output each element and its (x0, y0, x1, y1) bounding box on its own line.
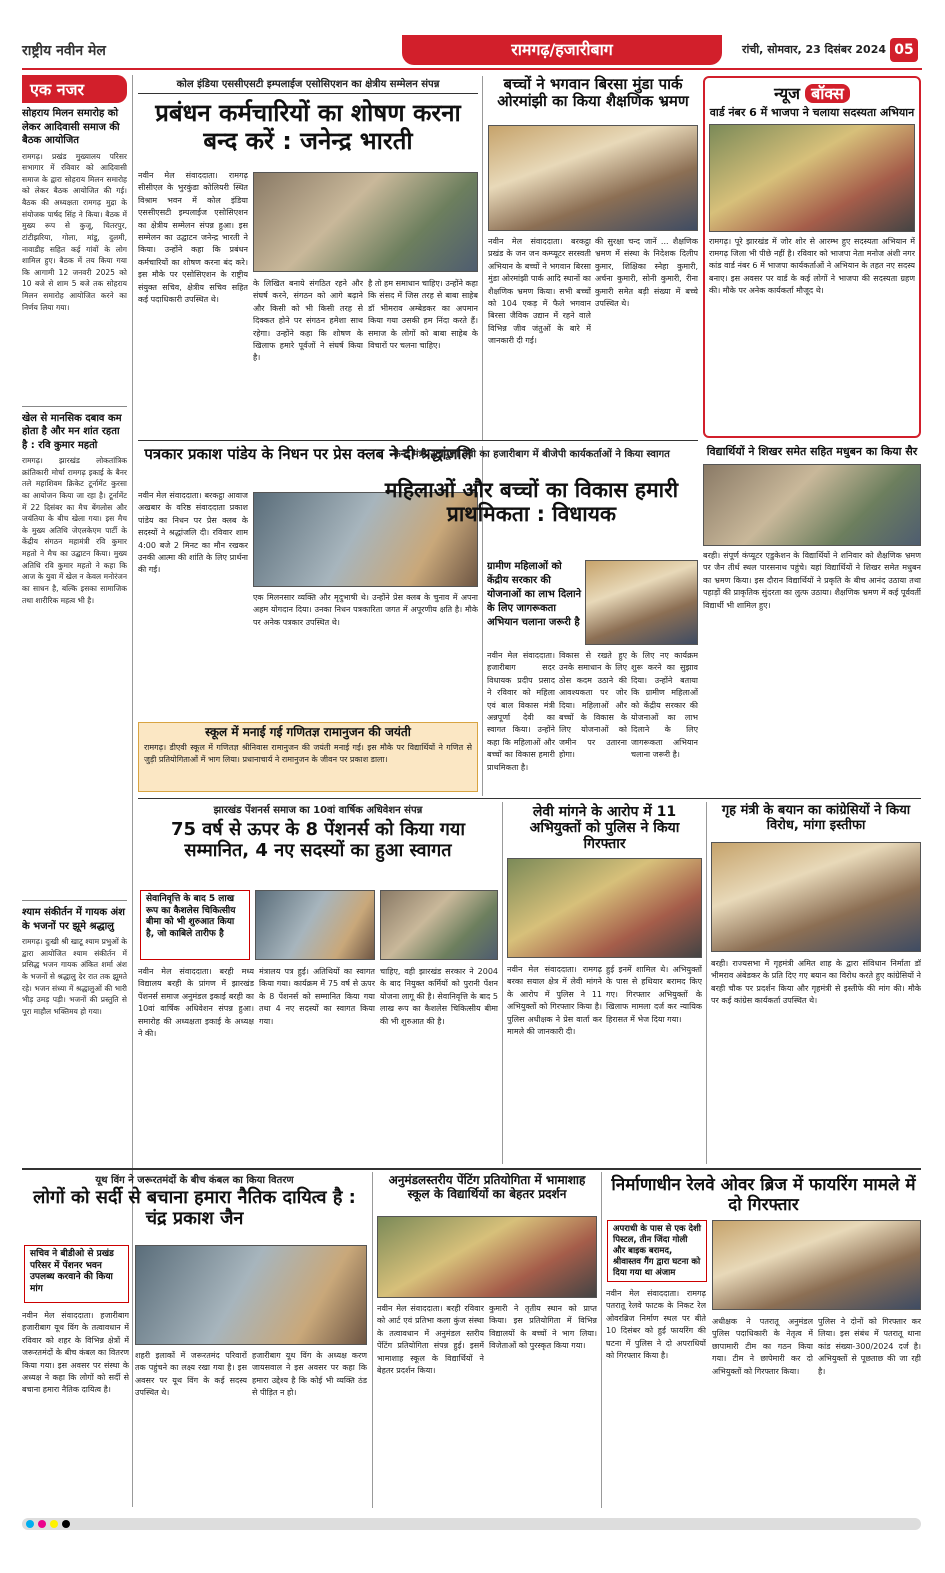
sidebar-divider (132, 75, 133, 1507)
journalist-headline: पत्रकार प्रकाश पांडेय के निधन पर प्रेस क्लब ने दी श्रद्धांजलि (144, 445, 472, 463)
mla-body-2: विकास से रखते हुए उनके समाधान के लिए ठोस कदम उठाने की आवश्यकता पर जोर दिया। महिलाओं और बच्चों के विकास के लिए योजनाओं को जमीन पर उतारना होगा। (559, 651, 627, 760)
blanket-headline: लोगों को सर्दी से बचाना हमारा नैतिक दायित्व है : चंद्र प्रकाश जैन (33, 1187, 356, 1229)
sidebar-title: एक नजर (22, 75, 127, 103)
pension-photo-2 (380, 890, 498, 960)
journalist-body-2: एक मिलनसार व्यक्ति और मृदुभाषी थे। उन्होंने प्रेस क्लब के चुनाव में अपना अहम योगदान दिया। उनका निधन पत्रकारिता जगत में अपूरणीय क्षति है। मौके पर अनेक पत्रकार उपस्थित थे। (253, 593, 478, 627)
top-band-kicker: कोल इंडिया एससीएसटी इम्पलाईज एसोसिएशन का क्षेत्रीय सम्मेलन संपन्न (138, 76, 478, 94)
sidebar-headline-1: सोहराय मिलन समारोह को लेकर आदिवासी समाज की बैठक आयोजित (22, 108, 120, 146)
park-body-1: नवीन मेल संवाददाता। बरकट्ठा प्रखंड के जन जन कम्प्यूटर सरस्वती अभियान के बच्चों ने भगवान बिरसा मुंडा ओरमांझी पार्क आदि स्थानों का शैक्षणिक भ्रमण किया। सभी बच्चों को 104 एकड़ में फैले भगवान बिरसा जैविक उद्यान में रहने वाले विभिन्न जीव जंतुओं के बारे में जानकारी दी गई। (488, 237, 591, 346)
park-body-2: की सुरक्षा चन्द जानें ... शैक्षणिक भ्रमण में संस्था के निदेशक दिलीप कुमार, शिक्षिका स्नेहा कुमारी, अर्चना कुमारी, सोनी कुमारी, रीना कुमारी समेत बड़ी संख्या में बच्चे उपस्थित थे। (595, 237, 698, 308)
mla-pull-quote: ग्रामीण महिलाओं को केंद्रीय सरकार की योजनाओं का लाभ दिलाने के लिए जागरूकता अभियान चलाना जरूरी है (487, 561, 582, 628)
sidebar-headline-2: खेल से मानसिक दबाव कम होता है और मन शांत रहता है : रवि कुमार महतो (22, 412, 122, 451)
section-title: रामगढ़/हजारीबाग (511, 40, 613, 59)
levy-body-2: हुई इनमें शामिल थे। अभियुक्तों के पास से हथियार बरामद किए गए। गिरफ्तार अभियुक्तों के खिलाफ मामला दर्ज कर न्यायिक हिरासत में भेज दिया गया। (606, 965, 702, 1024)
painting-photo (377, 1216, 597, 1298)
blanket-kicker: यूथ विंग ने जरूरतमंदों के बीच कंबल का किया वितरण (95, 1175, 294, 1186)
masthead-rule (22, 68, 922, 70)
park-photo (488, 125, 698, 231)
blanket-photo (135, 1245, 367, 1345)
news-box-body: रामगढ़। पूरे झारखंड में जोर शोर से आरम्भ हुए सदस्यता अभियान में रामगढ़ जिला भी पीछे नहीं है। रविवार को भाजपा नेता मनोज अंशी नगर कांड वार्ड नंबर 6 में भाजपा कार्यकर्ताओं ने अभियान के तहत नए सदस्य बनाए। इस अवसर पर वार्ड के कई लोगों ने भाजपा की सदस्यता ग्रहण की। मौके पर अनेक कार्यकर्ता मौजूद थे। (709, 236, 915, 296)
levy-body-1: नवीन मेल संवाददाता। रामगढ़ बरका सयाल क्षेत्र में लेवी मांगने के आरोप में पुलिस ने 11 अभियुक्तों को गिरफ्तार किया है। पुलिस अधीक्षक ने प्रेस वार्ता कर मामले की जानकारी दी। (507, 965, 602, 1036)
railway-body-2: अधीक्षक ने पतरातू अनुमंडल पुलिस पदाधिकारी के नेतृत्व में छापामारी टीम का गठन किया गया। टीम ने छापेमारी कर दो अभियुक्तों को गिरफ्तार किया। (712, 1317, 813, 1376)
home-minister-photo (711, 842, 921, 952)
railway-caption: अपराधी के पास से एक देशी पिस्टल, तीन जिंदा गोली और बाइक बरामद, श्रीवास्तव गैंग द्वारा घटना को दिया गया था अंजाम (607, 1220, 707, 1282)
blanket-body-1: नवीन मेल संवाददाता। हजारीबाग हजारीबाग यूथ विंग के तत्वावधान में रविवार को शहर के विभिन्न क्षेत्रों में जरूरतमंदों के बीच कंबल का वितरण किया गया। इस अवसर पर संस्था के अध्यक्ष ने कहा कि लोगों को सर्दी से बचाना हमारा नैतिक दायित्व है। (22, 1311, 129, 1395)
mla-body-1: नवीन मेल संवाददाता। हजारीबाग सदर विधायक प्रदीप प्रसाद ने रविवार को महिला एवं बाल विकास मंत्री अन्नपूर्णा देवी का स्वागत किया। उन्होंने कहा कि महिलाओं और बच्चों का विकास हमारी प्राथमिकता है। (487, 651, 555, 772)
levy-photo (507, 858, 702, 958)
students-headline: विद्यार्थियों ने शिखर समेत सहित मधुबन का किया सैर (706, 445, 918, 458)
mla-headline: महिलाओं और बच्चों का विकास हमारी प्राथमिकता : विधायक (384, 478, 679, 527)
masthead (22, 35, 922, 65)
ramanujan-headline: स्कूल में मनाई गई गणितज्ञ रामानुजन की जयंती (205, 725, 411, 739)
pension-caption: सेवानिवृत्ति के बाद 5 लाख रूप का कैशलेस चिकित्सीय बीमा को भी शुरुआत किया है, जो काबिले तारीफ है (140, 890, 250, 960)
sidebar-body-3: रामगढ़। दुःखी श्री खाटू श्याम प्रभुओं के द्वारा आयोजित श्याम संकीर्तन में प्रसिद्ध भजन गायक अंकित शर्मा अंश के भजनों से श्रद्धालु देर रात तक झूमते रहे। भजन संध्या में श्रद्धालुओं की भारी भीड़ उमड़ पड़ी। भजनों की प्रस्तुति से पूरा माहौल भक्तिमय हो गया। (22, 937, 127, 1016)
journalist-body-1: नवीन मेल संवाददाता। बरकट्ठा आवाज अखबार के वरिष्ठ संवाददाता प्रकाश पांडेय का निधन पर प्रेस क्लब के सदस्यों ने श्रद्धांजलि दी। रविवार शाम 4:00 बजे 2 मिनट का मौन रखकर उनकी आत्मा की शांति के लिए प्रार्थना की गई। (138, 491, 248, 575)
railway-body-1: नवीन मेल संवाददाता। रामगढ़ पतरातू रेलवे फाटक के निकट रेल ओवरब्रिज निर्माण स्थल पर बीते 10 दिसंबर को हुई फायरिंग की घटना में पुलिस ने दो अपराधियों को गिरफ्तार किया है। (606, 1289, 706, 1360)
sidebar-body-2: रामगढ़। झारखंड लोकतांत्रिक क्रांतिकारी मोर्चा रामगढ़ इकाई के बैनर तले महाशिवम क्रिकेट टूर्नामेंट कुरसा का आयोजन किया जा रहा है। टूर्नामेंट में 22 दिसंबर का मैच बेंगलोस और जयंतिया के बीच खेला गया। इस मैच के मुख्य अतिथि जेएलकेएम पार्टी के केंद्रीय संगठन महामंत्री रवि कुमार महतो ने मैच का उद्घाटन किया। मुख्य अतिथि रवि कुमार महतो ने कहा कि आज के युवा में खेल न केवल मनोरंजन का साधन है, बल्कि इसका सामाजिक तथा शारीरिक महत्व भी है। (22, 456, 127, 605)
pension-body-3: चाहिए, वही झारखंड सरकार ने 2004 के बाद नियुक्त कर्मियों को पुरानी पेंशन योजना लागू की है। सेवानिवृत्ति के बाद 5 लाख रूप का कैशलेस चिकित्सीय बीमा की भी शुरुआत की है। (380, 967, 498, 1026)
blanket-body-2: शहरी इलाकों में जरूरतमंद परिवारों तक पहुंचने का लक्ष्य रखा गया है। इस अवसर पर यूथ विंग के कई सदस्य उपस्थित थे। (135, 1351, 247, 1398)
pension-photo-1 (255, 890, 375, 960)
lead-photo (253, 172, 478, 272)
dateline: रांची, सोमवार, 23 दिसंबर 2024 (742, 43, 887, 56)
painting-body-2: कुमारी ने तृतीय स्थान को प्राप्त किया। इस प्रतियोगिता में विभिन्न विद्यालयों के बच्चों ने भाग लिया। विजेताओं को पुरस्कृत किया गया। (489, 1304, 597, 1351)
sidebar-headline-3: श्याम संकीर्तन में गायक अंश के भजनों पर झूमे श्रद्धालु (22, 907, 125, 932)
park-headline: बच्चों ने भगवान बिरसा मुंडा पार्क ओरमांझी का किया शैक्षणिक भ्रमण (497, 75, 689, 111)
railway-headline: निर्माणाधीन रेलवे ओवर ब्रिज में फायरिंग मामले में दो गिरफ्तार (611, 1175, 916, 1215)
students-photo (703, 464, 921, 546)
railway-photo (712, 1220, 921, 1310)
news-box-label: न्यूज (774, 84, 801, 103)
railway-body-3: पुलिस ने दोनों को गिरफ्तार कर लिया। इस संबंध में पतरातू थाना कांड संख्या-300/2024 दर्ज है। अभियुक्तों से पूछताछ की जा रही है। (818, 1317, 921, 1376)
footer-bar (22, 1518, 921, 1530)
painting-headline: अनुमंडलस्तरीय पेंटिंग प्रतियोगिता में भामाशाह स्कूल के विद्यार्थियों का बेहतर प्रदर्शन (388, 1173, 586, 1201)
home-minister-headline: गृह मंत्री के बयान का कांग्रेसियों ने किया विरोध, मांगा इस्तीफा (721, 803, 911, 833)
section-banner (402, 35, 722, 65)
news-box-photo (709, 124, 915, 232)
mla-body-3: के लिए नए कार्यक्रम शुरू करने का सुझाव दिया। उन्होंने बताया कि ग्रामीण महिलाओं को केंद्रीय सरकार की योजनाओं का लाभ दिलाने के लिए जागरूकता अभियान चलाना जरूरी है। (631, 651, 698, 760)
paper-name: राष्ट्रीय नवीन मेल (22, 43, 106, 59)
blanket-caption: सचिव ने बीडीओ से प्रखंड परिसर में पेंशनर भवन उपलब्ध करवाने की किया मांग (24, 1245, 129, 1303)
lead-headline: प्रबंधन कर्मचारियों का शोषण करना बन्द करें : जनेन्द्र भारती (155, 99, 461, 155)
mla-kicker: केन्द्र मंत्री अन्नपूर्णा देवी का हजारीबाग में बीजेपी कार्यकर्ताओं ने किया स्वागत (393, 449, 670, 460)
mla-photo (585, 560, 698, 645)
pension-headline: 75 वर्ष से ऊपर के 8 पेंशनर्स को किया गया सम्मानित, 4 नए सदस्यों का हुआ स्वागत (170, 819, 466, 861)
pension-body-1: नवीन मेल संवाददाता। बरही मध्य विद्यालय बरही के प्रांगण में झारखंड पेंशनर्स समाज अनुमंडल इकाई बरही का 10वां वार्षिक अधिवेशन संपन्न हुआ। समारोह की अध्यक्षता इकाई के अध्यक्ष ने की। (138, 967, 254, 1038)
news-box-headline: वार्ड नंबर 6 में भाजपा ने चलाया सदस्यता अभियान (709, 106, 915, 119)
blanket-body-3: हजारीबाग यूथ विंग के अध्यक्ष करण जायसवाल ने इस अवसर पर कहा कि हमारा उद्देश्य है कि कोई भी व्यक्ति ठंड से पीड़ित न हो। (252, 1351, 367, 1398)
news-box (703, 76, 921, 438)
painting-body-1: नवीन मेल संवाददाता। बरही रविवार को आर्ट एवं प्रतिभा कला कुंज संस्था के तत्वावधान में अनुमंडल स्तरीय पेंटिंग प्रतियोगिता संपन्न हुई। इसमें भामाशाह स्कूल के विद्यार्थियों ने बेहतर प्रदर्शन किया। (377, 1304, 484, 1375)
pension-body-2: मंत्रालय पत्र हुई। अतिथियों का स्वागत किया गया। कार्यक्रम में 75 वर्ष से ऊपर के 8 पेंशनर्स को सम्मानित किया गया तथा 4 नए सदस्यों का स्वागत किया गया। (259, 967, 375, 1026)
lead-body-1: नवीन मेल संवाददाता। रामगढ़ सीसीएल के भुरकुंडा कोलियरी स्थित विश्राम भवन में कोल इंडिया एससीएसटी इम्पलाईज एसोसिएशन का क्षेत्रीय सम्मेलन संपन्न हुआ। इस सम्मेलन का उद्घाटन जनेन्द्र भारती ने किया। उन्होंने कहा कि प्रबंधन कर्मचारियों का शोषण करना बंद करे। इस मौके पर एसोसिएशन के राष्ट्रीय संयुक्त सचिव, क्षेत्रीय सचिव सहित कई पदाधिकारी उपस्थित थे। (138, 171, 248, 304)
ramanujan-body: रामगढ़। डीएवी स्कूल में गणितज्ञ श्रीनिवास रामानुजन की जयंती मनाई गई। इस मौके पर विद्यार्थियों ने गणित से जुड़ी प्रतियोगिताओं में भाग लिया। प्रधानाचार्य ने रामानुजन के जीवन पर प्रकाश डाला। (144, 742, 472, 765)
lead-body-2: के लिखित बनाये संगठित रहने और संघर्ष करने, संगठन को आगे बढ़ाने और किसी को भी किसी तरह से दिक्कत होने पर संगठन हमेशा साथ रहेगा। उन्होंने कहा कि शोषण के खिलाफ हमारे पूर्वजों ने संघर्ष किया है। (253, 279, 363, 363)
students-body: बरही। संपूर्ण कंप्यूटर एडुकेशन के विद्यार्थियों ने शनिवार को शैक्षणिक भ्रमण पर जैन तीर्थ स्थल पारसनाथ पहुंचे। यहां विद्यार्थियों ने शिखर समेत मधुबन का भ्रमण किया। इस दौरान विद्यार्थियों ने प्रकृति के बीच आनंद उठाया तथा पहाड़ों की प्राकृतिक सुंदरता का लुत्फ उठाया। शैक्षणिक भ्रमण में कई पूर्ववर्ती विद्यार्थी भी शामिल हुए। (703, 551, 921, 610)
news-box-label-highlight: बॉक्स (805, 84, 850, 103)
levy-headline: लेवी मांगने के आरोप में 11 अभियुक्तों को पुलिस ने किया गिरफ्तार (529, 804, 680, 853)
pension-kicker: झारखंड पेंशनर्स समाज का 10वां वार्षिक अधिवेशन संपन्न (213, 805, 423, 816)
page-number: 05 (890, 38, 918, 62)
sidebar-body-1: रामगढ़। प्रखंड मुख्यालय परिसर सभागार में रविवार को आदिवासी समाज के द्वारा सोहराय मिलन समारोह को लेकर बैठक आयोजित की गई। बैठक की अध्यक्षता रामगढ़ मुद्रा के संयोजक पार्षद सिंह ने किया। बैठक में मुख्य रूप से कुजू, चितरपुर, टांटीझरिया, गोला, मांडू, दुलमी, नावाडीह सहित कई गांवों के लोग शामिल हुए। बैठक में तय किया गया कि आगामी 12 जनवरी 2025 को 10 बजे से शाम 5 बजे तक सोहराय मिलन समारोह आयोजित करने का निर्णय लिया गया। (22, 151, 127, 312)
home-minister-body: बरही। राज्यसभा में गृहमंत्री अमित शाह के द्वारा संविधान निर्माता डॉ भीमराव अंबेडकर के प्रति दिए गए बयान का विरोध करते हुए कांग्रेसियों ने बरही चौक पर प्रदर्शन किया और गृहमंत्री से इस्तीफे की मांग की। मौके पर कई कांग्रेस कार्यकर्ता उपस्थित थे। (711, 959, 921, 1006)
lead-body-3: है तो हम समाधान चाहिए। उन्होंने कहा कि संसद में जिस तरह से बाबा साहेब डॉ भीमराव अम्बेडकर का अपमान किया गया उसकी हम निंदा करते हैं। समाज के लोगों को बाबा साहेब के विचारों पर चलना चाहिए। (368, 279, 478, 350)
ramanujan-box (138, 722, 478, 792)
